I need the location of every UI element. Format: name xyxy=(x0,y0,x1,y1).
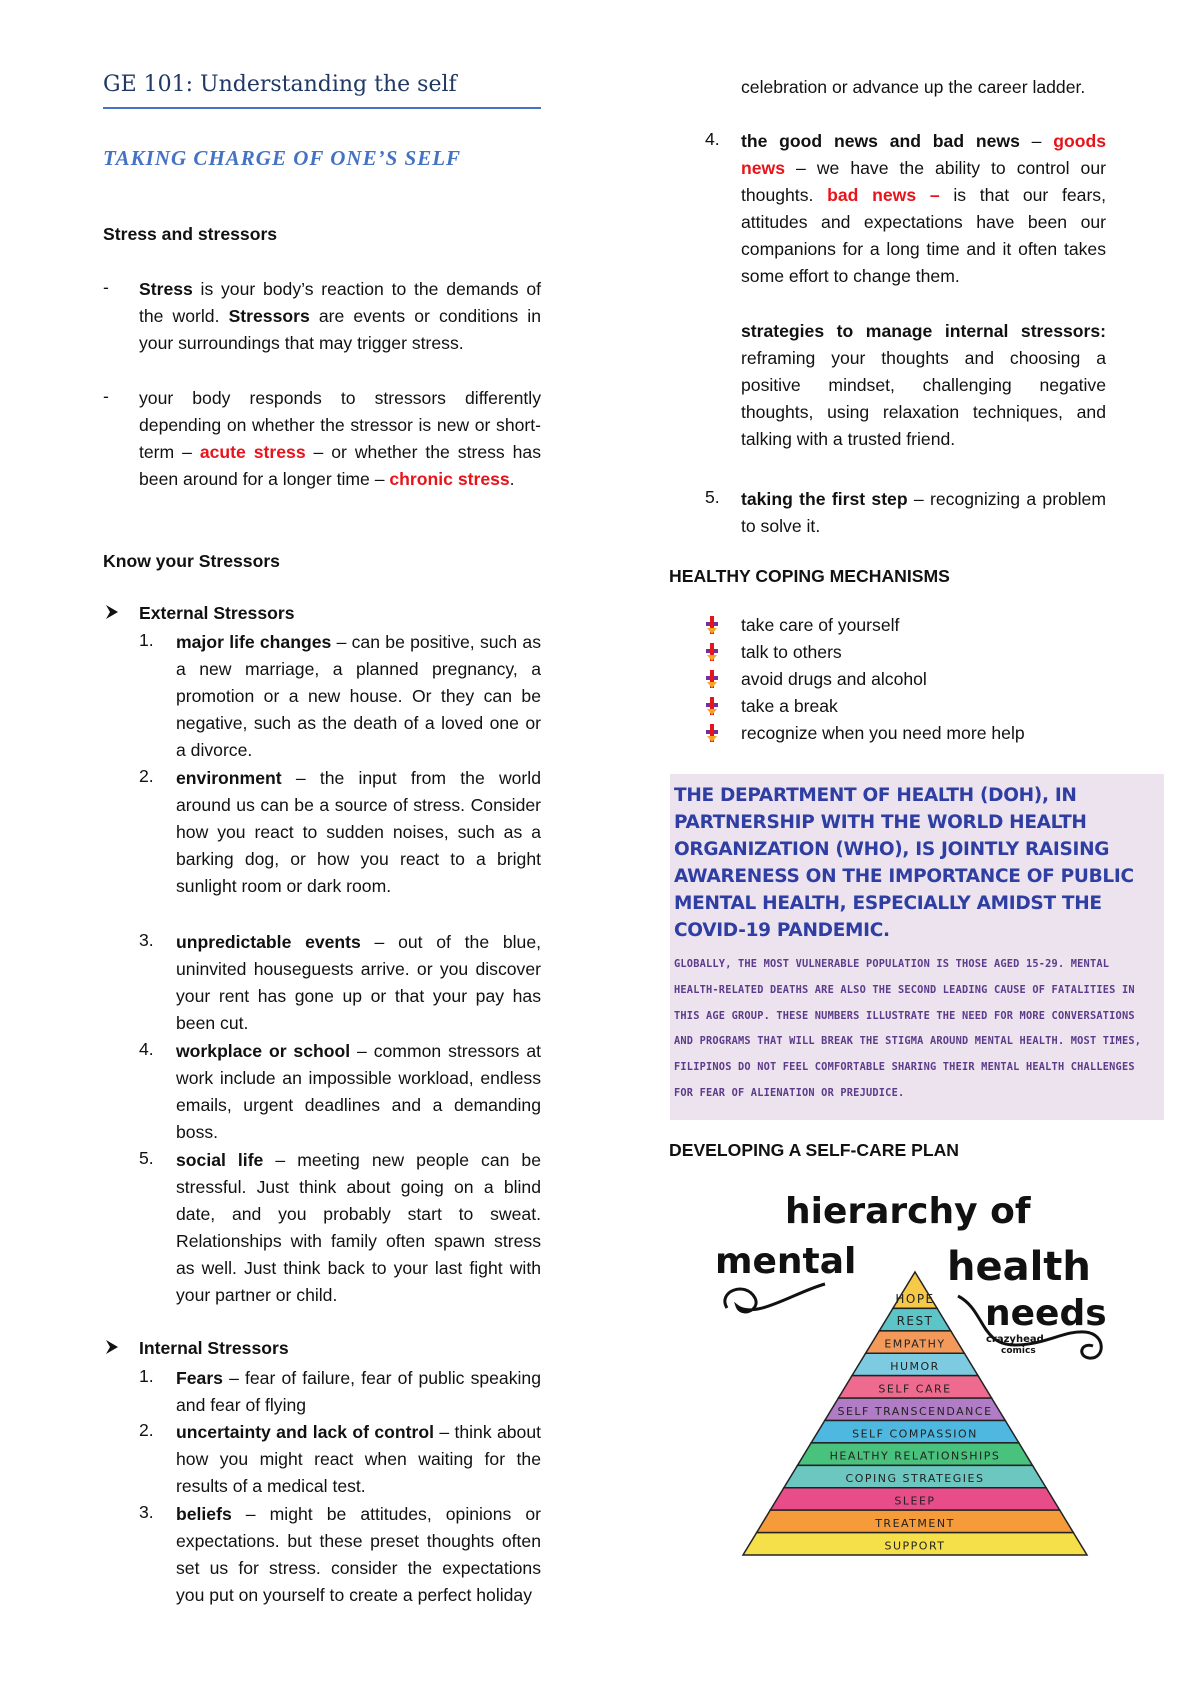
item-text: – fear of failure, fear of public speaking and fear of flying xyxy=(176,1368,541,1415)
list-number: 4. xyxy=(705,129,720,149)
pyramid-level-label: HOPE xyxy=(895,1291,935,1306)
know-stressors-heading: Know your Stressors xyxy=(103,551,280,571)
item-term: workplace or school xyxy=(176,1041,351,1061)
response-text: your body responds to stressors differently depending on whether the stressor is new or short-term – xyxy=(139,388,541,462)
pyramid-level-label: SELF TRANSCENDANCE xyxy=(837,1404,993,1418)
item-text: – xyxy=(1019,131,1054,151)
pyramid-level-label: EMPATHY xyxy=(884,1337,946,1351)
response-text: – or whether the stress has been around for a longer time – xyxy=(139,442,541,489)
pyramid-level-label: TREATMENT xyxy=(875,1516,955,1530)
stress-heading: Stress and stressors xyxy=(103,224,278,244)
coping-heading: HEALTHY COPING MECHANISMS xyxy=(669,566,950,586)
item-text: – can be positive, such as a new marriage, a planned pregnancy, a promotion or a new house. Or they can be negative, such as the death of a loved one or a divorce. xyxy=(176,632,541,760)
mental-health-pyramid xyxy=(715,1180,1110,1560)
item-term: social life xyxy=(176,1150,264,1170)
coping-item: take a break xyxy=(741,696,838,716)
dash-marker: - xyxy=(103,277,109,297)
external-stressors-label xyxy=(139,603,295,624)
swirl-left-icon xyxy=(725,1284,825,1312)
list-number: 4. xyxy=(139,1039,154,1059)
stressors-term: Stressors xyxy=(228,306,310,326)
poster-body: GLOBALLY, THE MOST VULNERABLE POPULATION IS THOSE AGED 15-29. MENTAL HEALTH-RELATED DEATHS ARE ALSO THE SECOND LEADING CAUSE OF FATALITIES IN THIS AGE GROUP. THESE NUMBERS ILLUSTRATE THE NEED FOR MORE CONVERSATIONS AND PROGRAMS THAT WILL BREAK THE STIGMA AROUND MENTAL HEALTH. MOST TIMES, FILIPINOS DO NOT FEEL COMFORTABLE SHARING THEIR MENTAL HEALTH CHALLENGES FOR FEAR OF ALIENATION OR PREJUDICE. xyxy=(674,958,1142,1099)
continued-text: celebration or advance up the career ladder. xyxy=(741,77,1086,97)
arrow-down-bullet-icon xyxy=(706,616,718,634)
list-item xyxy=(176,1365,541,1419)
arrow-down-bullet-icon xyxy=(706,643,718,661)
item-term: major life changes xyxy=(176,632,332,652)
strategies-paragraph xyxy=(741,318,1106,453)
item-text: – common stressors at work include an impossible workload, endless emails, urgent deadlines and a demanding boss. xyxy=(176,1041,541,1142)
list-item xyxy=(176,1038,541,1146)
pyramid-level-label: SLEEP xyxy=(894,1494,936,1508)
pyramid-level-label: HUMOR xyxy=(890,1360,940,1374)
list-item xyxy=(176,929,541,1037)
list-number: 5. xyxy=(139,1148,154,1168)
item-text: – think about how you might react when waiting for the results of a medical test. xyxy=(176,1422,542,1496)
arrow-down-bullet-icon xyxy=(706,697,718,715)
item-term: unpredictable events xyxy=(176,932,361,952)
pyramid-level-label: REST xyxy=(896,1314,934,1329)
pyramid-level-label: HEALTHY RELATIONSHIPS xyxy=(829,1449,1001,1463)
coping-item: recognize when you need more help xyxy=(741,723,1025,743)
list-number: 3. xyxy=(139,1502,154,1522)
credit-line1: crazyhead xyxy=(986,1334,1044,1345)
arrow-bullet-icon xyxy=(105,604,119,620)
strategies-text: reframing your thoughts and choosing a positive mindset, challenging negative thoughts, using relaxation techniques, and talking with a trusted friend. xyxy=(741,348,1106,449)
item-text: – meeting new people can be stressful. Just think about going on a blind date, and you probably start to sweat. Relationships with family often spawn stress as well. Just think back to your last fight with your partner or child. xyxy=(176,1150,542,1305)
pyramid-level-label: COPING STRATEGIES xyxy=(845,1472,985,1486)
poster-headline: THE DEPARTMENT OF HEALTH (DOH), IN PARTNERSHIP WITH THE WORLD HEALTH ORGANIZATION (WHO), IS JOINTLY RAISING AWARENESS ON THE IMPORTANCE OF PUBLIC MENTAL HEALTH, ESPECIALLY AMIDST THE COVID-19 PANDEMIC. xyxy=(674,785,1134,941)
pyramid-title-health: health xyxy=(947,1244,1091,1290)
coping-item: avoid drugs and alcohol xyxy=(741,669,927,689)
title-underline xyxy=(103,107,541,109)
pyramid-level-label: SUPPORT xyxy=(884,1539,946,1553)
item-term: Fears xyxy=(176,1368,223,1388)
strategies-term: strategies to manage internal stressors: xyxy=(741,321,1106,341)
coping-item: talk to others xyxy=(741,642,842,662)
item-text: is that our fears, attitudes and expectations have been our companions for a long time and it often takes some effort to change them. xyxy=(741,185,1106,286)
stressors-text: are events or conditions in your surroundings that may trigger stress. xyxy=(139,306,541,353)
course-title: GE 101: Understanding the self xyxy=(103,72,457,97)
item-text: – might be attitudes, opinions or expectations. but these preset thoughts often set us for stress. consider the expectations you put on yourself to create a perfect holiday xyxy=(176,1504,541,1605)
list-item xyxy=(176,765,541,900)
arrow-bullet-icon xyxy=(105,1339,119,1355)
list-item xyxy=(176,1419,541,1500)
list-number: 5. xyxy=(705,487,720,507)
list-item-first-step xyxy=(741,486,1106,540)
list-number: 2. xyxy=(139,1420,154,1440)
pyramid-level-label: SELF CARE xyxy=(878,1382,952,1396)
stress-term: Stress xyxy=(139,279,193,299)
selfcare-heading: DEVELOPING A SELF-CARE PLAN xyxy=(669,1140,959,1160)
pyramid-title-mental: mental xyxy=(715,1241,857,1282)
doh-poster xyxy=(670,774,1164,1120)
response-text: . xyxy=(509,469,515,489)
list-item xyxy=(176,1147,541,1309)
list-item xyxy=(176,629,541,764)
list-number: 1. xyxy=(139,630,154,650)
list-number: 2. xyxy=(139,766,154,786)
list-number: 1. xyxy=(139,1366,154,1386)
pyramid-title-line1: hierarchy of xyxy=(785,1191,1031,1232)
item-term: taking the first step xyxy=(741,489,908,509)
stress-text: is your body’s reaction to the demands of the world. xyxy=(139,279,541,326)
item-term: beliefs xyxy=(176,1504,232,1524)
list-item xyxy=(176,1501,541,1609)
chronic-stress: chronic stress xyxy=(389,469,510,489)
item-text: – recognizing a problem to solve it. xyxy=(741,489,1106,536)
goods-news-term: goods news xyxy=(741,131,1106,178)
item-text: – we have the ability to control our thoughts. xyxy=(741,158,1106,205)
pyramid-level-label: SELF COMPASSION xyxy=(852,1427,978,1441)
section-title: TAKING CHARGE OF ONE’S SELF xyxy=(103,146,462,170)
external-label-text: External Stressors xyxy=(139,603,295,623)
coping-item: take care of yourself xyxy=(741,615,900,635)
internal-stressors-label: Internal Stressors xyxy=(139,1338,289,1358)
item-text: – the input from the world around us can be a source of stress. Consider how you react to sudden noises, such as a barking dog, or how you react to a bright sunlight room or dark room. xyxy=(176,768,541,896)
bad-news-term: bad news – xyxy=(827,185,940,205)
pyramid-title-needs: needs xyxy=(985,1293,1107,1334)
item-term: the good news and bad news xyxy=(741,131,1020,151)
arrow-down-bullet-icon xyxy=(706,724,718,742)
acute-stress: acute stress xyxy=(199,442,306,462)
item-text: – out of the blue, uninvited houseguests arrive. or you discover your rent has gone up or that your pay has been cut. xyxy=(176,932,541,1033)
arrow-down-bullet-icon xyxy=(706,670,718,688)
list-number: 3. xyxy=(139,930,154,950)
item-term: uncertainty and lack of control xyxy=(176,1422,434,1442)
list-item-good-bad-news xyxy=(741,128,1106,290)
stress-definition xyxy=(139,276,541,357)
item-term: environment xyxy=(176,768,282,788)
stress-response xyxy=(139,385,541,493)
dash-marker: - xyxy=(103,386,109,406)
credit-line2: comics xyxy=(1001,1346,1036,1356)
